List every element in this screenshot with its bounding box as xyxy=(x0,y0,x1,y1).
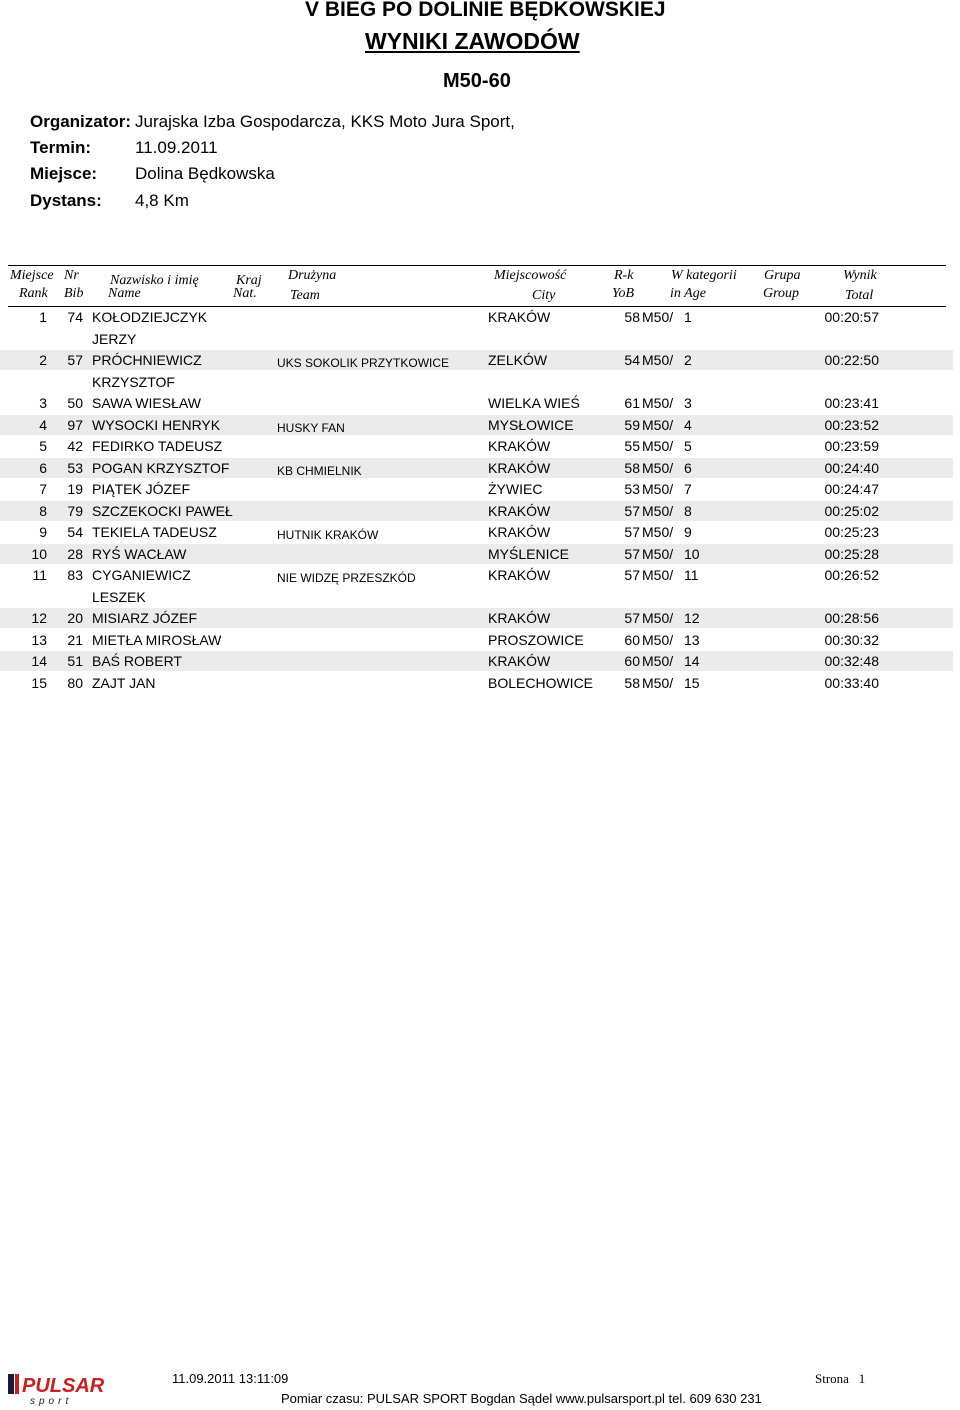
team-cell: HUTNIK KRAKÓW xyxy=(277,528,379,542)
col-age-en: in Age xyxy=(670,286,706,301)
col-nat-pl: Kraj xyxy=(236,273,262,288)
bib-cell: 74 xyxy=(67,309,83,325)
bib-cell: 21 xyxy=(67,631,83,648)
team-cell: UKS SOKOLIK PRZYTKOWICE xyxy=(277,356,450,370)
logo-sub: sport xyxy=(30,1396,73,1406)
bib-cell: 51 xyxy=(67,653,83,669)
rank-cell: 6 xyxy=(39,459,47,476)
name-cell: POGAN KRZYSZTOF xyxy=(92,459,230,476)
category-cell: M50/ xyxy=(642,524,674,540)
category-cell: M50/ xyxy=(642,352,674,368)
rank-cell: 5 xyxy=(39,438,47,454)
yob-cell: 57 xyxy=(624,524,640,540)
category-cell: M50/ xyxy=(642,459,674,476)
team-cell: NIE WIDZĘ PRZESZKÓD xyxy=(277,571,416,585)
table-row xyxy=(0,350,953,370)
category-position-cell: 14 xyxy=(684,653,700,669)
name-cell: MISIARZ JÓZEF xyxy=(92,610,197,626)
city-cell: WIELKA WIEŚ xyxy=(488,395,580,411)
time-cell: 00:30:32 xyxy=(824,631,879,648)
city-cell: KRAKÓW xyxy=(488,524,551,540)
results-subtitle: WYNIKI ZAWODÓW xyxy=(365,28,580,54)
time-cell: 00:32:48 xyxy=(824,653,879,669)
bib-cell: 97 xyxy=(67,416,83,433)
col-team-en: Team xyxy=(290,288,320,303)
place-value: Dolina Będkowska xyxy=(135,164,275,183)
col-rank-en: Rank xyxy=(19,286,48,301)
name-cell: KOŁODZIEJCZYK xyxy=(92,309,208,325)
col-yob-pl: R-k xyxy=(614,268,634,283)
bib-cell: 28 xyxy=(67,545,83,562)
footer-timing-info: Pomiar czasu: PULSAR SPORT Bogdan Sądel www.pulsarsport.pl tel. 609 630 231 xyxy=(281,1391,762,1406)
rank-cell: 3 xyxy=(39,395,47,411)
rank-cell: 15 xyxy=(31,674,47,691)
category-position-cell: 12 xyxy=(684,610,700,626)
name-continuation: LESZEK xyxy=(92,588,146,605)
yob-cell: 60 xyxy=(624,653,640,669)
rank-cell: 9 xyxy=(39,524,47,540)
category-position-cell: 2 xyxy=(684,352,692,368)
rank-cell: 13 xyxy=(31,631,47,648)
organizer-value: Jurajska Izba Gospodarcza, KKS Moto Jura Sport, xyxy=(135,112,515,131)
table-row xyxy=(0,544,953,564)
yob-cell: 57 xyxy=(624,567,640,583)
footer-page-number: Strona 1 xyxy=(815,1371,866,1386)
city-cell: KRAKÓW xyxy=(488,610,551,626)
time-cell: 00:26:52 xyxy=(824,567,879,583)
category-cell: M50/ xyxy=(642,674,674,691)
yob-cell: 57 xyxy=(624,502,640,519)
table-row xyxy=(0,651,953,671)
col-rank-pl: Miejsce xyxy=(10,268,54,283)
time-cell: 00:25:23 xyxy=(824,524,879,540)
category-cell: M50/ xyxy=(642,481,674,497)
col-group-en: Group xyxy=(763,286,800,301)
city-cell: PROSZOWICE xyxy=(488,631,584,648)
category-position-cell: 4 xyxy=(684,416,692,433)
time-cell: 00:23:59 xyxy=(824,438,879,454)
distance-label: Dystans: xyxy=(30,191,102,210)
category-cell: M50/ xyxy=(642,610,674,626)
name-cell: SZCZEKOCKI PAWEŁ xyxy=(92,502,233,519)
place-label: Miejsce: xyxy=(30,164,98,183)
rank-cell: 7 xyxy=(39,481,47,497)
table-row xyxy=(0,673,953,693)
city-cell: KRAKÓW xyxy=(488,459,551,476)
category-cell: M50/ xyxy=(642,545,674,562)
city-cell: KRAKÓW xyxy=(488,438,551,454)
date-value: 11.09.2011 xyxy=(135,138,218,157)
yob-cell: 58 xyxy=(624,309,640,325)
organizer-label: Organizator: xyxy=(30,112,132,131)
yob-cell: 57 xyxy=(624,545,640,562)
footer-timestamp: 11.09.2011 13:11:09 xyxy=(172,1371,289,1386)
category-position-cell: 3 xyxy=(684,395,692,411)
table-row xyxy=(0,522,953,542)
category-position-cell: 9 xyxy=(684,524,692,540)
team-cell: HUSKY FAN xyxy=(277,420,345,435)
rank-cell: 14 xyxy=(31,653,47,669)
yob-cell: 58 xyxy=(624,674,640,691)
category-cell: M50/ xyxy=(642,653,674,669)
date-label: Termin: xyxy=(30,138,92,157)
time-cell: 00:24:47 xyxy=(824,481,879,497)
city-cell: KRAKÓW xyxy=(488,567,551,583)
category-position-cell: 1 xyxy=(684,309,692,325)
name-cell: MIETŁA MIROSŁAW xyxy=(92,631,222,648)
table-row xyxy=(0,608,953,628)
table-row xyxy=(0,415,953,435)
bib-cell: 50 xyxy=(67,395,83,411)
time-cell: 00:23:52 xyxy=(824,416,879,433)
col-group-pl: Grupa xyxy=(764,268,801,283)
rank-cell: 11 xyxy=(32,567,47,583)
time-cell: 00:22:50 xyxy=(824,352,879,368)
bib-cell: 80 xyxy=(67,674,83,691)
city-cell: KRAKÓW xyxy=(488,653,551,669)
category-cell: M50/ xyxy=(642,438,674,454)
time-cell: 00:24:40 xyxy=(824,459,879,476)
rank-cell: 4 xyxy=(39,416,47,433)
table-row xyxy=(0,630,953,650)
name-cell: WYSOCKI HENRYK xyxy=(92,416,221,433)
col-total-en: Total xyxy=(845,288,874,303)
team-cell: KB CHMIELNIK xyxy=(277,463,362,478)
category-cell: M50/ xyxy=(642,567,674,583)
category-position-cell: 7 xyxy=(684,481,692,497)
bib-cell: 19 xyxy=(67,481,83,497)
name-cell: RYŚ WACŁAW xyxy=(92,545,187,562)
yob-cell: 54 xyxy=(624,352,640,368)
city-cell: MYSŁOWICE xyxy=(488,416,574,433)
name-cell: PRÓCHNIEWICZ xyxy=(92,352,202,368)
category-cell: M50/ xyxy=(642,631,674,648)
name-continuation: JERZY xyxy=(92,330,137,347)
col-age-pl: W kategorii xyxy=(671,268,737,283)
col-city-en: City xyxy=(532,288,556,303)
time-cell: 00:25:02 xyxy=(824,502,879,519)
header-top-rule xyxy=(8,265,946,266)
city-cell: ZELKÓW xyxy=(488,352,548,368)
table-row xyxy=(0,307,953,327)
logo-text: PULSAR xyxy=(22,1375,105,1397)
yob-cell: 55 xyxy=(624,438,640,454)
col-name-en: Name xyxy=(108,286,141,301)
col-team-pl: Drużyna xyxy=(288,268,337,283)
col-city-pl: Miejscowość xyxy=(494,268,567,283)
bib-cell: 42 xyxy=(67,438,83,454)
yob-cell: 61 xyxy=(624,395,640,411)
yob-cell: 59 xyxy=(624,416,640,433)
pulsar-logo xyxy=(8,1372,112,1406)
rank-cell: 8 xyxy=(39,502,47,519)
bib-cell: 54 xyxy=(67,524,83,540)
table-row xyxy=(0,458,953,478)
table-row xyxy=(0,565,953,585)
category-position-cell: 6 xyxy=(684,459,692,476)
table-row xyxy=(0,479,953,499)
rank-cell: 1 xyxy=(39,309,47,325)
category-cell: M50/ xyxy=(642,309,674,325)
city-cell: BOLECHOWICE xyxy=(488,674,594,691)
distance-value: 4,8 Km xyxy=(135,191,189,210)
city-cell: ŻYWIEC xyxy=(488,481,543,497)
rank-cell: 12 xyxy=(31,610,47,626)
bib-cell: 53 xyxy=(67,459,83,476)
time-cell: 00:23:41 xyxy=(824,395,879,411)
table-row xyxy=(0,393,953,413)
col-bib-en: Bib xyxy=(64,286,84,301)
name-cell: ZAJT JAN xyxy=(92,674,156,691)
table-row xyxy=(0,501,953,521)
city-cell: MYŚLENICE xyxy=(488,545,569,562)
name-cell: TEKIELA TADEUSZ xyxy=(92,524,217,540)
city-cell: KRAKÓW xyxy=(488,502,551,519)
category-cell: M50/ xyxy=(642,395,674,411)
rank-cell: 2 xyxy=(39,352,47,368)
time-cell: 00:20:57 xyxy=(824,309,879,325)
bib-cell: 57 xyxy=(67,352,83,368)
name-cell: CYGANIEWICZ xyxy=(92,567,191,583)
rank-cell: 10 xyxy=(31,545,47,562)
time-cell: 00:33:40 xyxy=(824,674,879,691)
category-cell: M50/ xyxy=(642,416,674,433)
category-position-cell: 15 xyxy=(684,674,700,691)
name-cell: FEDIRKO TADEUSZ xyxy=(92,438,223,454)
col-name-pl: Nazwisko i imię xyxy=(110,273,199,288)
col-bib-pl: Nr xyxy=(64,268,79,283)
yob-cell: 53 xyxy=(624,481,640,497)
category-position-cell: 5 xyxy=(684,438,692,454)
yob-cell: 58 xyxy=(624,459,640,476)
time-cell: 00:25:28 xyxy=(824,545,879,562)
table-row xyxy=(0,436,953,456)
name-cell: SAWA WIESŁAW xyxy=(92,395,201,411)
category-position-cell: 10 xyxy=(684,545,700,562)
name-continuation: KRZYSZTOF xyxy=(92,373,175,390)
category-position-cell: 13 xyxy=(684,631,700,648)
city-cell: KRAKÓW xyxy=(488,309,551,325)
yob-cell: 60 xyxy=(624,631,640,648)
yob-cell: 57 xyxy=(624,610,640,626)
bib-cell: 79 xyxy=(67,502,83,519)
bib-cell: 20 xyxy=(67,610,83,626)
time-cell: 00:28:56 xyxy=(824,610,879,626)
event-title: V BIEG PO DOLINIE BĘDKOWSKIEJ xyxy=(305,0,666,21)
name-cell: BAŚ ROBERT xyxy=(92,653,182,669)
category-cell: M50/ xyxy=(642,502,674,519)
col-nat-en: Nat. xyxy=(233,286,257,301)
category-position-cell: 8 xyxy=(684,502,692,519)
category-position-cell: 11 xyxy=(684,567,699,583)
col-yob-en: YoB xyxy=(612,286,635,301)
col-total-pl: Wynik xyxy=(843,268,877,283)
name-cell: PIĄTEK JÓZEF xyxy=(92,481,191,497)
category-title: M50-60 xyxy=(443,70,511,92)
bib-cell: 83 xyxy=(67,567,83,583)
